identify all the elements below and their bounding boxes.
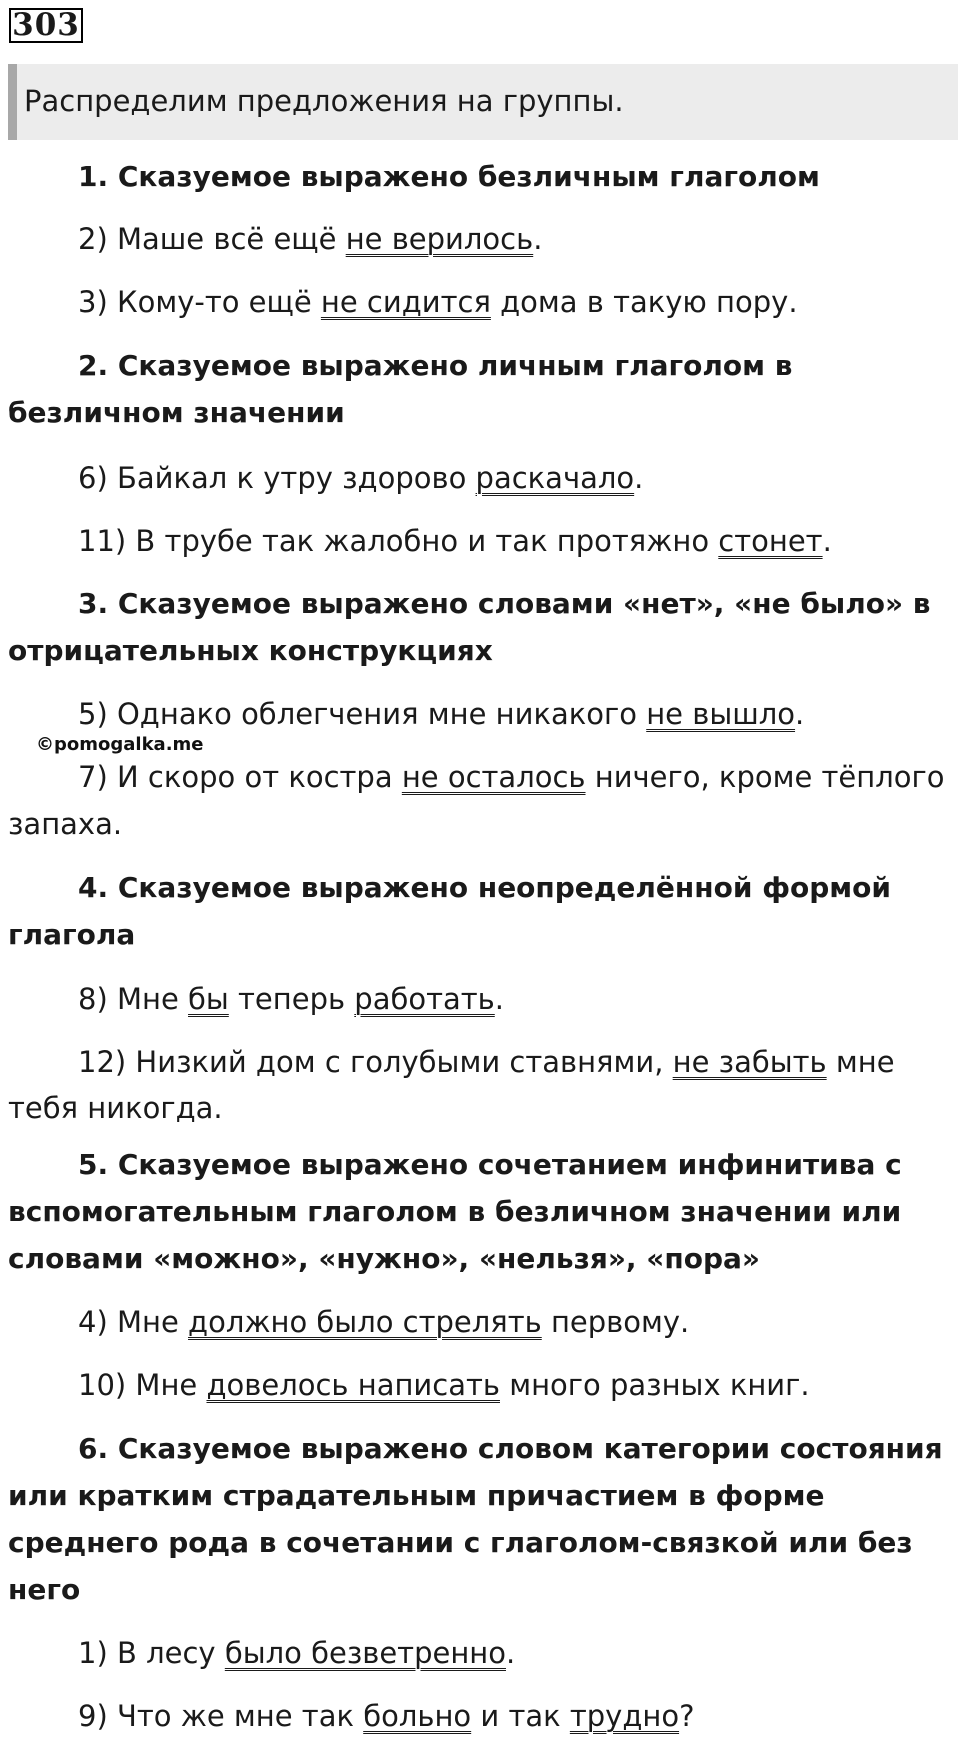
text: 3) Кому-то ещё (78, 285, 321, 319)
text: . (494, 982, 504, 1016)
sentence-2 (78, 222, 542, 256)
group-1-title-line-1: 1. Сказуемое выражено безличным глаголом (78, 160, 820, 193)
group-6-title-line-1: 6. Сказуемое выражено словом категории состояния (78, 1432, 943, 1465)
text: 2) Маше всё ещё (78, 222, 346, 256)
text: 8) Мне (78, 982, 189, 1016)
sentence-10 (78, 1368, 810, 1402)
predicate: было безветренно (224, 1636, 506, 1670)
group-3-title-line-2: отрицательных конструкциях (8, 634, 493, 667)
predicate: не забыть (672, 1045, 827, 1079)
text: 11) В трубе так жалобно и так протяжно (78, 524, 719, 558)
group-5-title-line-1: 5. Сказуемое выражено сочетанием инфинитива с (78, 1148, 902, 1181)
predicate: не вышло (646, 697, 796, 731)
text: 10) Мне (78, 1368, 207, 1402)
predicate: не сидится (320, 285, 491, 319)
group-6-title-line-2: или кратким страдательным причастием в форме (8, 1479, 825, 1512)
predicate: больно (363, 1699, 472, 1733)
sentence-6 (78, 461, 643, 495)
text: 4) Мне (78, 1305, 189, 1339)
group-3-title-line-1: 3. Сказуемое выражено словами «нет», «не было» в (78, 587, 931, 620)
predicate: работать (354, 982, 495, 1016)
intro-text: Распределим предложения на группы. (24, 84, 624, 118)
text: дома в такую пору. (490, 285, 798, 319)
text: 7) И скоро от костра (78, 760, 402, 794)
sentence-11 (78, 524, 832, 558)
exercise-number: 303 (9, 8, 83, 43)
sentence-12-continuation: тебя никогда. (8, 1091, 223, 1125)
sentence-1 (78, 1636, 515, 1670)
text: мне (826, 1045, 895, 1079)
text: 9) Что же мне так (78, 1699, 364, 1733)
text: много разных книг. (499, 1368, 810, 1402)
sentence-3 (78, 285, 798, 319)
predicate: должно было стрелять (188, 1305, 542, 1339)
group-5-title-line-3: словами «можно», «нужно», «нельзя», «пора» (8, 1242, 760, 1275)
text: теперь (228, 982, 355, 1016)
predicate: не верилось (345, 222, 534, 256)
predicate: бы (188, 982, 229, 1016)
predicate: не осталось (401, 760, 586, 794)
group-4-title-line-2: глагола (8, 918, 136, 951)
sentence-7 (78, 760, 945, 794)
text: первому. (541, 1305, 690, 1339)
text: . (533, 222, 543, 256)
group-2-title-line-1: 2. Сказуемое выражено личным глаголом в (78, 349, 793, 382)
text: . (505, 1636, 516, 1670)
text: . (795, 697, 805, 731)
text: 1) В лесу (78, 1636, 225, 1670)
group-2-title-line-2: безличном значении (8, 396, 345, 429)
text: ничего, кроме тёплого (585, 760, 945, 794)
text: 12) Низкий дом с голубыми ставнями, (78, 1045, 673, 1079)
sentence-12 (78, 1045, 895, 1079)
text: 5) Однако облегчения мне никакого (78, 697, 647, 731)
group-5-title-line-2: вспомогательным глаголом в безличном значении или (8, 1195, 902, 1228)
predicate: довелось написать (206, 1368, 500, 1402)
predicate: раскачало (475, 461, 635, 495)
sentence-7-continuation: запаха. (8, 807, 123, 841)
text: ? (679, 1699, 695, 1733)
text: . (822, 524, 832, 558)
group-6-title-line-4: него (8, 1573, 81, 1606)
sentence-5 (78, 697, 804, 731)
text: 6) Байкал к утру здорово (78, 461, 476, 495)
group-4-title-line-1: 4. Сказуемое выражено неопределённой формой (78, 871, 891, 904)
predicate: трудно (569, 1699, 680, 1733)
group-6-title-line-3: среднего рода в сочетании с глаголом-связкой или без (8, 1526, 913, 1559)
watermark: ©pomogalka.me (36, 734, 204, 755)
sentence-4 (78, 1305, 689, 1339)
text: . (634, 461, 644, 495)
sentence-9 (78, 1699, 694, 1733)
predicate: стонет (718, 524, 823, 558)
text: и так (471, 1699, 570, 1733)
sentence-8 (78, 982, 504, 1016)
